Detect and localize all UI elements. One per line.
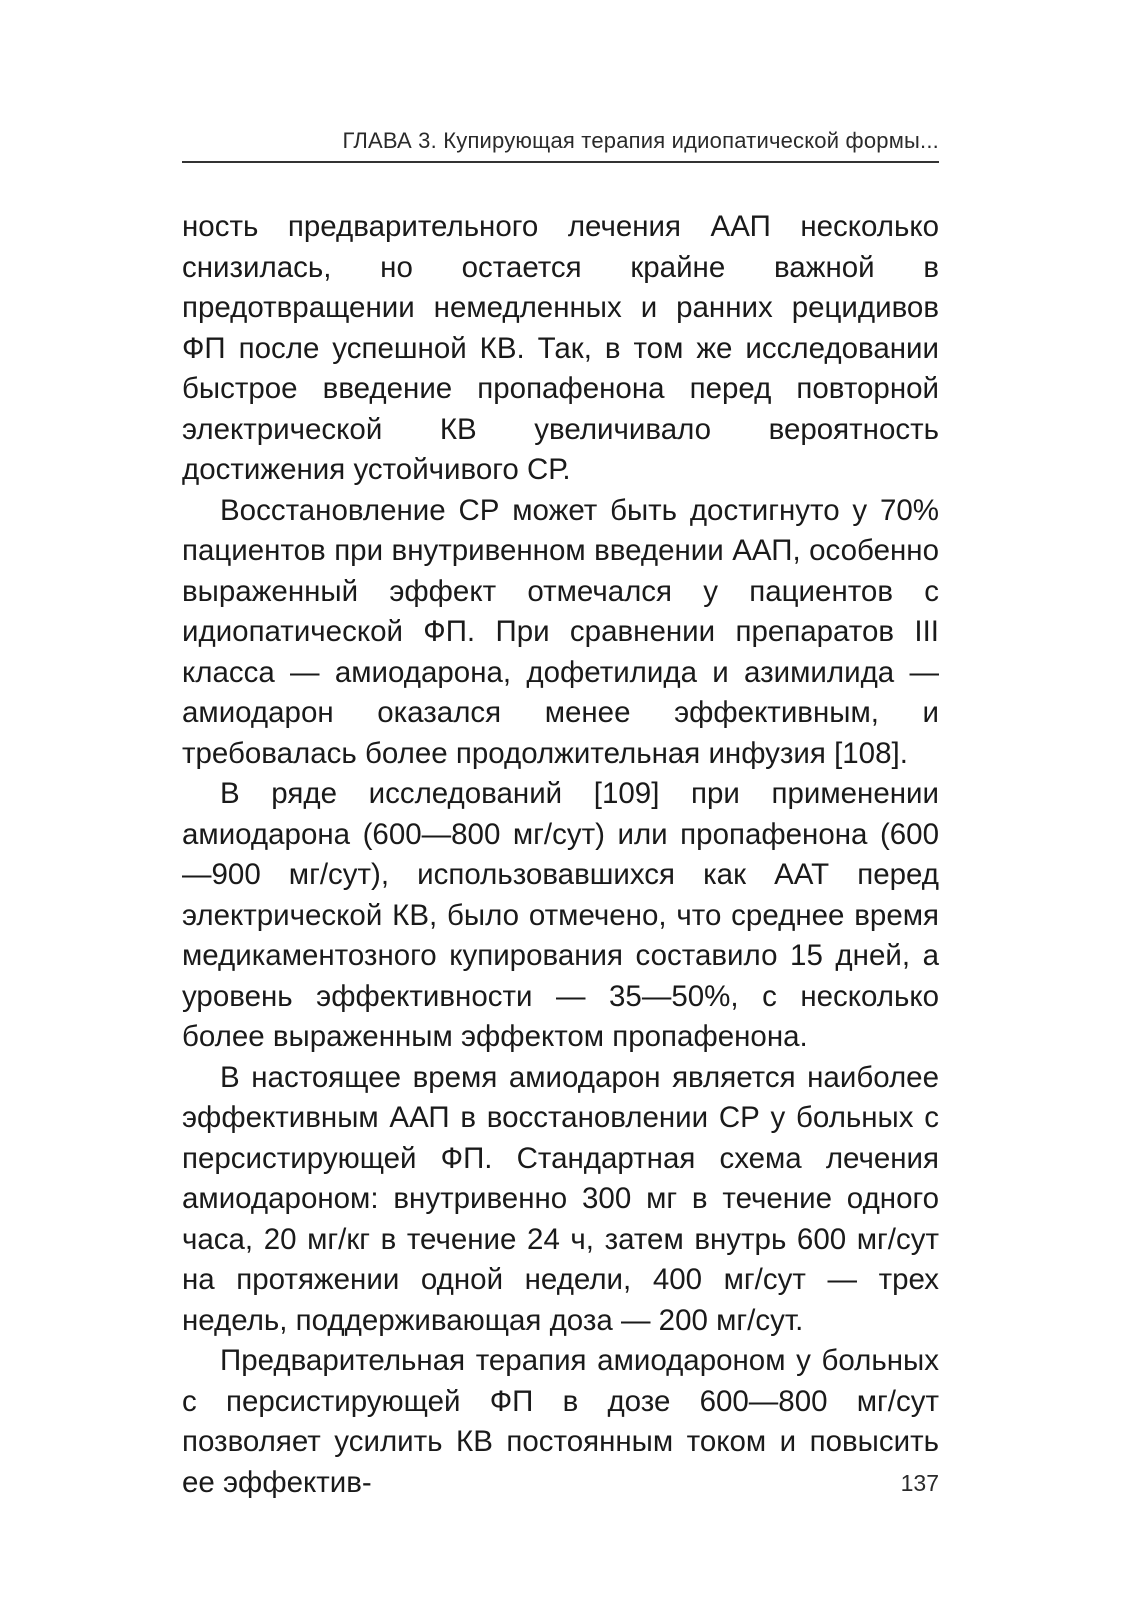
header-divider xyxy=(182,161,939,163)
paragraph-continued: ность предварительного лечения ААП несколько снизилась, но остается крайне важной в предотвращении немедленных и ранних рецидивов ФП после успешной КВ. Так, в том же исследовании быстрое введение пропафенона перед повторной электрической КВ увеличивало вероятность достижения устойчивого СР. xyxy=(182,210,939,486)
running-header: ГЛАВА 3. Купирующая терапия идиопатической формы... xyxy=(342,128,939,153)
page-number: 137 xyxy=(900,1470,939,1496)
paragraph: В ряде исследований [109] при применении амиодарона (600—800 мг/сут) или пропафенона (600—900 мг/сут), использовавшихся как ААТ перед электрической КВ, было отмечено, что среднее время медикаментозного купирования составило 15 дней, а уровень эффективности — 35—50%, с несколько более выраженным эффектом пропафенона. xyxy=(182,777,939,1053)
paragraph: Предварительная терапия амиодароном у больных с персистирующей ФП в дозе 600—800 мг/сут позволяет усилить КВ постоянным током и повысить ее эффектив- xyxy=(182,1344,939,1499)
page-body xyxy=(182,207,939,1503)
paragraph: Восстановление СР может быть достигнуто у 70% пациентов при внутривенном введении ААП, особенно выраженный эффект отмечался у пациентов с идиопатической ФП. При сравнении препаратов III класса — амиодарона, дофетилида и азимилида — амиодарон оказался менее эффективным, и требовалась более продолжительная инфузия [108]. xyxy=(182,493,939,770)
paragraph: В настоящее время амиодарон является наиболее эффективным ААП в восстановлении СР у больных с персистирующей ФП. Стандартная схема лечения амиодароном: внутривенно 300 мг в течение одного часа, 20 мг/кг в течение 24 ч, затем внутрь 600 мг/сут на протяжении одной недели, 400 мг/сут — трех недель, поддерживающая доза — 200 мг/сут. xyxy=(182,1060,939,1337)
